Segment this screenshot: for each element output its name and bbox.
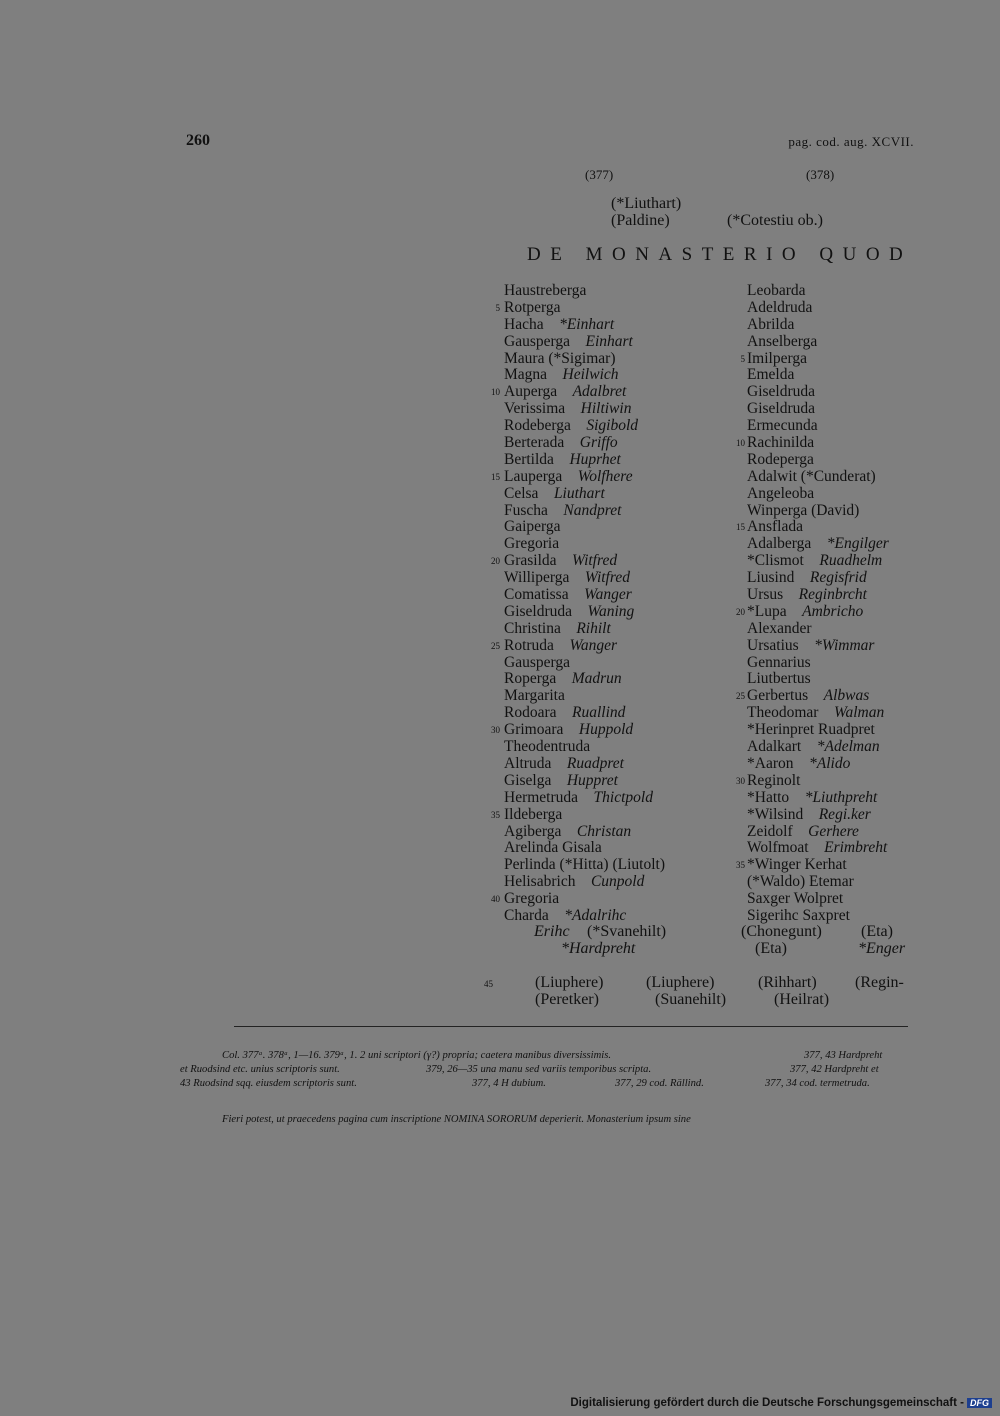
left-name: Grasilda: [504, 552, 557, 570]
right-entry: [747, 891, 889, 908]
left-name: Perlinda (*Hitta) (Liutolt): [504, 856, 665, 874]
right-name: Gerbertus: [747, 687, 809, 705]
right-name: Wolfmoat: [747, 839, 809, 857]
left-name: Theodentruda: [504, 738, 591, 756]
right-name: Saxger Wolpret: [747, 890, 844, 908]
right-name: Adalwit (*Cunderat): [747, 467, 876, 485]
right-name-column: [736, 282, 889, 925]
line-number: 20: [736, 606, 745, 617]
left-entry: [504, 756, 665, 773]
line-number: 5: [740, 353, 745, 364]
left-entry: [504, 283, 665, 300]
right-name: Rachinilda: [747, 434, 815, 452]
pre-heading-line1-left: (*Liuthart): [611, 195, 682, 212]
left-entry: [504, 536, 665, 553]
left-name: Hacha: [504, 315, 544, 333]
left-annotation: Huppold: [578, 721, 634, 739]
right-annotation: *Wimmar: [814, 636, 875, 654]
right-entry: [736, 434, 889, 452]
bottom-c2a: (Liuphere): [646, 974, 715, 991]
left-annotation: Adalbret: [572, 383, 627, 401]
left-name-column: [491, 282, 665, 925]
left-entry: [504, 435, 665, 452]
left-name: Rodoara: [504, 704, 557, 722]
right-entry: [747, 807, 889, 824]
right-annotation: Erimbreht: [824, 839, 888, 857]
left-annotation: Witfred: [584, 569, 630, 587]
right-annotation: Albwas: [823, 687, 870, 705]
left-annotation: Wolfhere: [577, 467, 633, 485]
left-name: Celsa: [504, 484, 539, 502]
left-name: Giseldruda: [504, 602, 573, 620]
left-entry: [504, 604, 665, 621]
bottom-c3b: (Heilrat): [774, 991, 830, 1008]
left-name: Gregoria: [504, 535, 560, 553]
right-name: Sigerihc Saxpret: [747, 906, 850, 924]
funding-notice: [570, 1397, 992, 1409]
line-number: 10: [491, 387, 500, 398]
left-annotation: Witfred: [572, 552, 618, 570]
left-annotation: Ruadpret: [566, 754, 624, 772]
left-name: Rotruda: [504, 636, 554, 654]
left-annotation: Wanger: [584, 586, 632, 604]
left-entry: [504, 857, 665, 874]
right-name: *Wilsind: [747, 805, 804, 823]
left-entry: [504, 705, 665, 722]
left-name: Helisabrich: [504, 873, 576, 891]
right-entry: [740, 349, 889, 368]
left-name: Margarita: [504, 687, 565, 705]
left-name: Arelinda Gisala: [504, 839, 602, 857]
left-name: Ildeberga: [504, 805, 563, 823]
left-tail-line1: [534, 923, 570, 941]
right-name: Ursus: [747, 586, 784, 604]
column-number-left: (377): [585, 167, 614, 182]
right-entry: [747, 655, 889, 672]
pre-heading-line2-left: (Paldine): [611, 212, 670, 229]
left-name: Williperga: [504, 569, 570, 587]
right-annotation: *Engilger: [826, 535, 889, 553]
right-name: Reginolt: [747, 771, 801, 789]
bottom-c1b: (Peretker): [535, 991, 599, 1008]
left-entry: [491, 552, 665, 570]
right-entry: [736, 771, 889, 790]
left-entry: [504, 351, 665, 368]
right-entry: [747, 283, 889, 300]
left-annotation: Cunpold: [590, 873, 645, 891]
right-name: Giseldruda: [747, 383, 816, 401]
funding-notice-text: Digitalisierung gefördert durch die Deutsche Forschungsgemeinschaft -: [570, 1397, 964, 1409]
footnote-line2-head: et Ruodsind etc. unius scriptoris sunt.: [180, 1064, 340, 1075]
right-entry: [747, 418, 889, 435]
left-annotation: Christan: [576, 822, 632, 840]
right-entry: [747, 384, 889, 401]
right-annotation: Ruadhelm: [819, 552, 883, 570]
left-annotation: Liuthart: [553, 484, 605, 502]
line-number-45: 45: [484, 979, 493, 989]
left-entry: [504, 317, 665, 334]
right-name: *Clismot: [747, 552, 804, 570]
left-entry: [504, 367, 665, 384]
left-annotation: Thictpold: [593, 788, 653, 806]
left-entry: [504, 688, 665, 705]
right-entry: [747, 317, 889, 334]
right-entry: [747, 334, 889, 351]
left-name: Bertilda: [504, 450, 554, 468]
line-number: 35: [491, 809, 500, 820]
left-entry: [504, 334, 665, 351]
line-number: 20: [491, 556, 500, 567]
left-annotation: Nandpret: [563, 501, 622, 519]
left-entry: [504, 503, 665, 520]
left-name: Lauperga: [504, 467, 563, 485]
left-annotation: Einhart: [585, 332, 633, 350]
left-name: Auperga: [504, 383, 558, 401]
right-entry: [747, 570, 889, 587]
left-entry: [504, 570, 665, 587]
bottom-c2b: (Suanehilt): [655, 991, 727, 1008]
line-number: 25: [491, 640, 500, 651]
footnote-line3-head: 43 Ruodsind sqq. eiusdem scriptoris sunt.: [180, 1078, 357, 1089]
left-name: Rotperga: [504, 298, 561, 316]
line-number: 30: [491, 725, 500, 736]
right-entry: [747, 722, 889, 739]
left-annotation: *Einhart: [559, 315, 615, 333]
left-name: Giselga: [504, 771, 552, 789]
running-head: pag. cod. aug. XCVII.: [788, 134, 914, 149]
left-annotation: Griffo: [579, 434, 618, 452]
page-number: 260: [186, 132, 210, 149]
right-entry: [747, 300, 889, 317]
left-entry: [491, 636, 665, 655]
right-entry: [747, 503, 889, 520]
right-name: Zeidolf: [747, 822, 793, 840]
right-name: Ermecunda: [747, 417, 818, 435]
right-annotation: *Alido: [809, 754, 851, 772]
bottom-c1a: (Liuphere): [535, 974, 604, 991]
left-name: Magna: [504, 366, 548, 384]
left-entry: [504, 401, 665, 418]
right-name: Adalberga: [747, 535, 812, 553]
left-entry: [504, 486, 665, 503]
left-annotation: Huprhet: [569, 450, 621, 468]
right-entry: [747, 587, 889, 604]
line-number: 40: [491, 894, 500, 905]
right-name: *Lupa: [747, 602, 787, 620]
right-entry: [736, 856, 889, 874]
right-entry: [747, 705, 889, 722]
left-entry: [504, 824, 665, 841]
right-entry: [747, 824, 889, 841]
right-entry: [747, 469, 889, 486]
footnote-line1: Col. 377ᵃ. 378ᵃ, 1—16. 379ᵃ, 1. 2 uni scriptori (γ?) propria; caetera manibus diversissimis.: [222, 1050, 611, 1061]
left-annotation: Ruallind: [572, 704, 626, 722]
left-name: Maura (*Sigimar): [504, 349, 616, 367]
right-entry: [747, 621, 889, 638]
right-annotation: Reginbrcht: [798, 586, 867, 604]
left-entry: [504, 621, 665, 638]
left-entry: [504, 519, 665, 536]
left-entry: [504, 840, 665, 857]
left-annotation: Madrun: [571, 670, 622, 688]
right-name: *Herinpret Ruadpret: [747, 721, 875, 739]
left-entry: [504, 452, 665, 469]
footnote-line3-mid2: 377, 29 cod. Rällind.: [615, 1078, 704, 1089]
right-annotation: Gerhere: [808, 822, 859, 840]
left-name: Christina: [504, 619, 561, 637]
right-entry: [747, 367, 889, 384]
section-heading: DE MONASTERIO QUOD: [527, 244, 913, 265]
left-name: Rodeberga: [504, 417, 571, 435]
line-number: 15: [491, 471, 500, 482]
right-tail-line2a: (Eta): [755, 940, 787, 957]
right-entry: [747, 638, 889, 655]
line-number: 30: [736, 775, 745, 786]
right-name: Ursatius: [747, 636, 799, 654]
left-name: Grimoara: [504, 721, 564, 739]
right-name: *Hatto: [747, 788, 790, 806]
line-number: 35: [736, 860, 745, 871]
column-number-right: (378): [806, 167, 835, 182]
left-annotation: Waning: [587, 602, 635, 620]
left-annotation: *Adalrihc: [564, 906, 627, 924]
left-annotation: Hiltiwin: [580, 400, 632, 418]
right-name: Winperga (David): [747, 501, 860, 519]
right-entry: [747, 739, 889, 756]
right-name: Theodomar: [747, 704, 819, 722]
left-name: Haustreberga: [504, 282, 587, 299]
footnote-separator: [234, 1026, 908, 1027]
left-name: Gausperga: [504, 332, 570, 350]
right-entry: [736, 687, 889, 705]
left-name: Hermetruda: [504, 788, 579, 806]
left-entry: [491, 383, 665, 401]
left-entry: [491, 721, 665, 739]
right-entry: [747, 401, 889, 418]
line-number: 15: [736, 522, 745, 533]
left-entry: [504, 418, 665, 435]
right-annotation: Regi.ker: [818, 805, 871, 823]
left-entry: [504, 655, 665, 672]
right-annotation: Regisfrid: [809, 569, 867, 587]
right-name: Giseldruda: [747, 400, 816, 418]
right-annotation: *Liuthpreht: [804, 788, 878, 806]
right-annotation: Walman: [833, 704, 885, 722]
left-entry: [491, 890, 665, 908]
footnote-line3-tail: 377, 34 cod. termetruda.: [765, 1078, 870, 1089]
pre-heading-line2-right: (*Cotestiu ob.): [727, 212, 823, 229]
right-name: Emelda: [747, 366, 795, 384]
right-name: Liusind: [747, 569, 795, 587]
dfg-logo-icon: DFG: [967, 1398, 992, 1408]
left-entry: [504, 874, 665, 891]
right-entry: [747, 536, 889, 553]
footnote-line4: Fieri potest, ut praecedens pagina cum inscriptione NOMINA SORORUM deperierit. Monasterium ipsum sine: [222, 1114, 691, 1125]
right-name: Anselberga: [747, 332, 818, 350]
right-entry: [747, 671, 889, 688]
left-entry: [504, 739, 665, 756]
left-name: Roperga: [504, 670, 557, 688]
left-annotation: Heilwich: [562, 366, 619, 384]
right-entry: [747, 553, 889, 570]
left-name: Gausperga: [504, 653, 570, 671]
right-name: Gennarius: [747, 653, 811, 671]
right-name: Angeleoba: [747, 484, 815, 502]
left-annotation: Sigibold: [586, 417, 639, 435]
right-entry: [736, 518, 889, 536]
right-annotation: Ambricho: [802, 602, 864, 620]
right-name: Leobarda: [747, 282, 806, 299]
bottom-c4a: (Regin-: [855, 974, 904, 991]
footnote-line2-tail: 377, 42 Hardpreht et: [790, 1064, 879, 1075]
left-annotation: Rihilt: [576, 619, 611, 637]
left-tail-line1-name: (*Svanehilt): [587, 923, 667, 940]
right-name: Alexander: [747, 619, 812, 637]
left-entry: [504, 671, 665, 688]
left-name: Gaiperga: [504, 518, 561, 536]
left-annotation: Wanger: [569, 636, 618, 654]
line-number: 5: [495, 302, 500, 313]
right-entry: [747, 790, 889, 807]
left-name: Fuscha: [504, 501, 548, 519]
left-name: Gregoria: [504, 890, 560, 908]
left-entry: [495, 298, 665, 317]
left-name: Comatissa: [504, 586, 569, 604]
left-entry: [504, 773, 665, 790]
right-tail-line2b: *Enger: [858, 940, 906, 957]
right-name: Ansflada: [747, 518, 803, 536]
footnote-line2-mid: 379, 26—35 una manu sed variis temporibus scripta.: [426, 1064, 652, 1075]
right-entry: [747, 874, 889, 891]
left-name: Berterada: [504, 434, 565, 452]
right-entry: [736, 602, 889, 621]
right-annotation: *Adelman: [816, 738, 880, 756]
right-entry: [747, 840, 889, 857]
right-entry: [747, 756, 889, 773]
right-tail-line1a: (Chonegunt): [741, 923, 822, 940]
right-name: Abrilda: [747, 315, 795, 333]
right-entry: [747, 452, 889, 469]
left-name: Altruda: [504, 754, 552, 772]
right-name: Adalkart: [747, 738, 802, 756]
left-name: Agiberga: [504, 822, 562, 840]
right-name: *Aaron: [747, 754, 794, 772]
bottom-c3a: (Rihhart): [758, 974, 817, 991]
left-entry: [491, 805, 665, 824]
right-name: Liutbertus: [747, 670, 811, 688]
footnote-line3-mid1: 377, 4 H dubium.: [472, 1078, 546, 1089]
line-number: 10: [736, 438, 745, 449]
left-entry: [504, 587, 665, 604]
left-annotation: Huppret: [566, 771, 618, 789]
right-name: Adeldruda: [747, 298, 813, 316]
right-name: Rodeperga: [747, 450, 814, 468]
left-tail-annotation: Erihc: [534, 923, 570, 940]
right-name: Imilperga: [747, 349, 807, 367]
left-name: Charda: [504, 906, 549, 924]
left-name: Verissima: [504, 400, 566, 418]
left-entry: [491, 467, 665, 486]
right-tail-line1b: (Eta): [861, 923, 893, 940]
right-entry: [747, 486, 889, 503]
left-tail-line2: *Hardpreht: [561, 940, 636, 957]
footnote-line1-tail: 377, 43 Hardpreht: [804, 1050, 883, 1061]
left-entry: [504, 790, 665, 807]
line-number: 25: [736, 691, 745, 702]
right-name: *Winger Kerhat: [747, 856, 847, 874]
right-name: (*Waldo) Etemar: [747, 873, 854, 891]
